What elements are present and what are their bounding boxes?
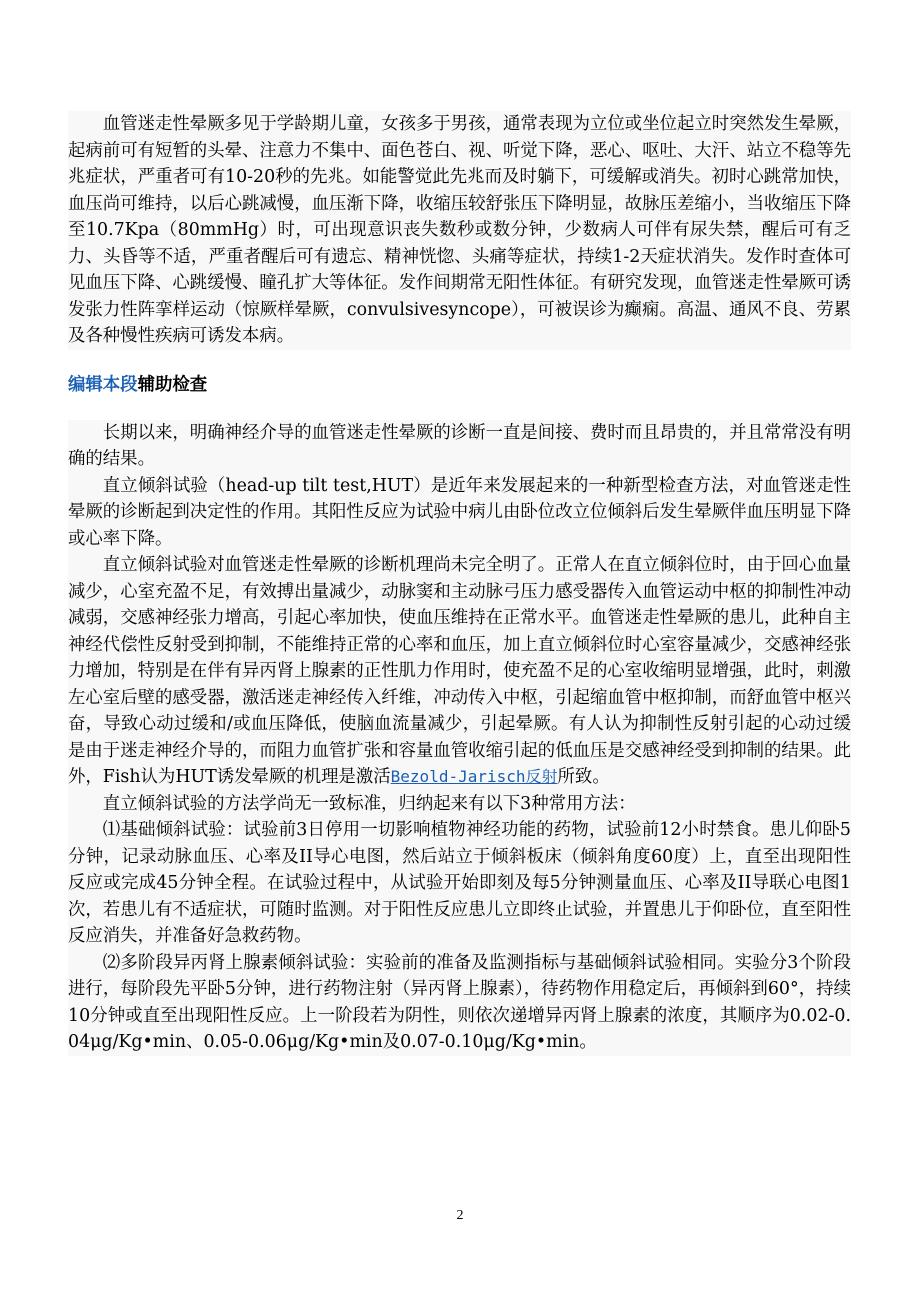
bezold-jarisch-link[interactable]: Bezold-Jarisch反射 xyxy=(390,767,558,786)
edit-section-link[interactable]: 编辑本段 xyxy=(68,374,138,395)
hut-intro-paragraph: 直立倾斜试验（head-up tilt test,HUT）是近年来发展起来的一种新型检查方法，对血管迷走性晕厥的诊断起到决定性的作用。其阳性反应为试验中病儿由卧位改立位倾斜后发生晕厥伴血压明显下降或心率下降。 xyxy=(68,475,851,549)
page-number: 2 xyxy=(456,1208,464,1223)
methods-intro-paragraph: 直立倾斜试验的方法学尚无一致标准，归纳起来有以下3种常用方法： xyxy=(102,793,636,814)
section-heading xyxy=(68,350,851,420)
mechanism-text-end: 所致。 xyxy=(557,767,610,787)
symptoms-paragraph: 血管迷走性晕厥多见于学龄期儿童，女孩多于男孩，通常表现为立位或坐位起立时突然发生晕厥，起病前可有短暂的头晕、注意力不集中、面色苍白、视、听觉下降，恶心、呕吐、大汗、站立不稳等先兆症状，严重者可有10-20秒的先兆。如能警觉此先兆而及时躺下，可缓解或消失。初时心跳常加快，血压尚可维持，以后心跳减慢，血压渐下降，收缩压较舒张压下降明显，故脉压差缩小，当收缩压下降至10.7Kpa（80mmHg）时，可出现意识丧失数秒或数分钟，少数病人可伴有尿失禁，醒后可有乏力、头昏等不适，严重者醒后可有遗忘、精神恍惚、头痛等症状，持续1-2天症状消失。发作时查体可见血压下降、心跳缓慢、瞳孔扩大等体征。发作间期常无阳性体征。有研究发现，血管迷走性晕厥可诱发张力性阵挛样运动（惊厥样晕厥，convulsivesyncope），可被误诊为癫痫。高温、通风不良、劳累及各种慢性疾病可诱发本病。 xyxy=(68,114,851,346)
diagnosis-intro-paragraph: 长期以来，明确神经介导的血管迷走性晕厥的诊断一直是间接、费时而且昂贵的，并且常常没有明确的结果。 xyxy=(68,422,851,469)
section-title: 辅助检查 xyxy=(137,374,208,395)
isoproterenol-tilt-test-paragraph: ⑵多阶段异丙肾上腺素倾斜试验：实验前的准备及监测指标与基础倾斜试验相同。实验分3个阶段进行，每阶段先平卧5分钟，进行药物注射（异丙肾上腺素），待药物作用稳定后，再倾斜到60°，持续10分钟或直至出现阳性反应。上一阶段若为阴性，则依次递增异丙肾上腺素的浓度，其顺序为0.02-0.04μg/Kg•min、0.05-0.06μg/Kg•min及0.07-0.10μg/Kg•min。 xyxy=(68,952,851,1052)
document-body xyxy=(68,111,851,1056)
basic-tilt-test-paragraph: ⑴基础倾斜试验：试验前3日停用一切影响植物神经功能的药物，试验前12小时禁食。患儿仰卧5分钟，记录动脉血压、心率及II导心电图，然后站立于倾斜板床（倾斜角度60度）上，直至出现阳性反应或完成45分钟全程。在试验过程中，从试验开始即刻及每5分钟测量血压、心率及II导联心电图1次，若患儿有不适症状，可随时监测。对于阳性反应患儿立即终止试验，并置患儿于仰卧位，直至阳性反应消失，并准备好急救药物。 xyxy=(68,820,851,946)
hut-mechanism-paragraph xyxy=(68,552,851,791)
mechanism-text: 直立倾斜试验对血管迷走性晕厥的诊断机理尚未完全明了。正常人在直立倾斜位时，由于回心血量减少，心室充盈不足，有效搏出量减少，动脉窦和主动脉弓压力感受器传入血管运动中枢的抑制性冲动减弱，交感神经张力增高，引起心率加快，使血压维持在正常水平。血管迷走性晕厥的患儿，此种自主神经代偿性反射受到抑制，不能维持正常的心率和血压，加上直立倾斜位时心室容量减少，交感神经张力增加，特别是在伴有异丙肾上腺素的正性肌力作用时，使充盈不足的心室收缩明显增强，此时，刺激左心室后壁的感受器，激活迷走神经传入纤维，冲动传入中枢，引起缩血管中枢抑制，而舒血管中枢兴奋，导致心动过缓和/或血压降低，使脑血流量减少，引起晕厥。有人认为抑制性反射引起的心动过缓是由于迷走神经介导的，而阻力血管扩张和容量血管收缩引起的低血压是交感神经受到抑制的结果。此外，Fish认为HUT诱发晕厥的机理是激活 xyxy=(68,555,851,787)
